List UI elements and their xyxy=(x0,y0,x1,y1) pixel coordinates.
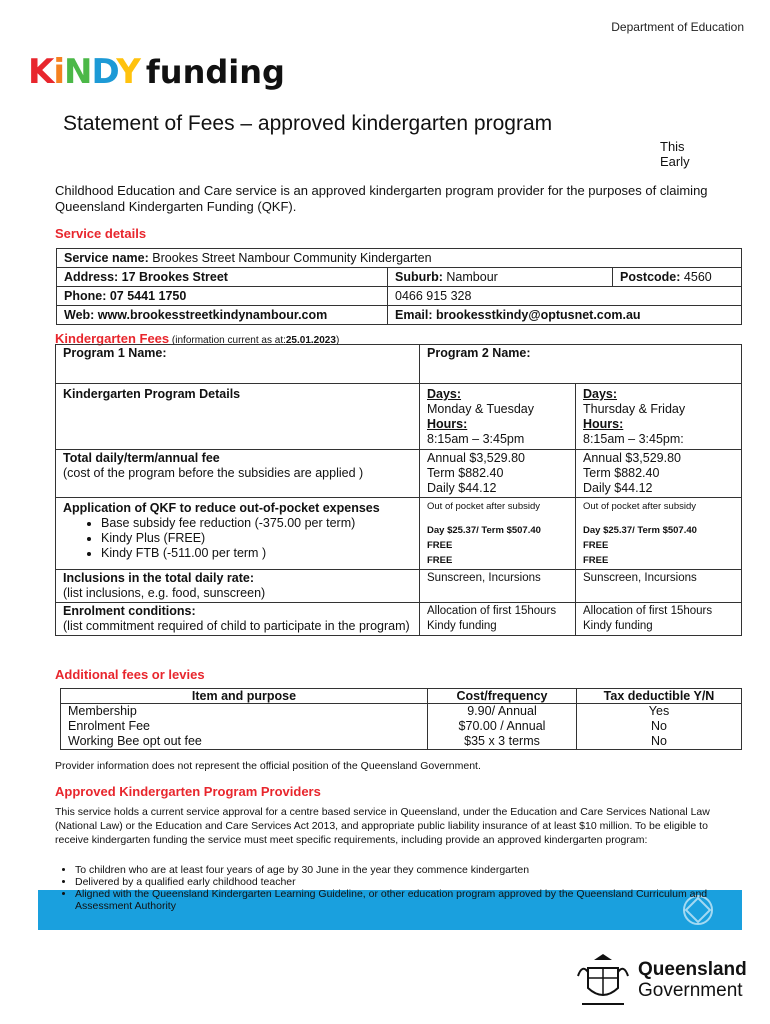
hours-label: Hours: xyxy=(583,417,624,431)
oop-label: Out of pocket after subsidy xyxy=(583,501,697,512)
hours-value: 8:15am – 3:45pm: xyxy=(583,432,684,446)
service-details-table xyxy=(56,248,742,325)
additional-fees-heading: Additional fees or levies xyxy=(55,667,205,682)
hours-value: 8:15am – 3:45pm xyxy=(427,432,525,446)
annual-fee: Annual $3,529.80 xyxy=(427,451,526,465)
program2-inclusions: Sunscreen, Incursions xyxy=(576,570,742,603)
days-value: Monday & Tuesday xyxy=(427,402,535,416)
label: Total daily/term/annual fee xyxy=(63,451,220,465)
info-date: 25.01.2023 xyxy=(285,335,336,346)
cell-item: Working Bee opt out fee xyxy=(61,734,428,750)
kindy-funding-logo xyxy=(28,52,285,92)
cell-cost: $70.00 / Annual xyxy=(428,719,577,734)
label: Suburb: xyxy=(395,270,443,284)
label: Enrolment conditions: xyxy=(63,604,196,618)
approved-providers-text: This service holds a current service approval for a centre based service in Queensland, under the Education and Care Services National Law (National Law) or the Education and Care Services Act 2013, and appropriate public liability insurance of at least $10 million. To be eligible to receive kindergarten funding the service must meet specific requirements, including provide an approved kindergarten program: xyxy=(55,806,710,846)
page-title: Statement of Fees – approved kindergarten program xyxy=(63,112,553,135)
sublabel: (cost of the program before the subsidies are applied ) xyxy=(63,466,364,480)
logo-letter: K xyxy=(28,52,54,92)
term-fee: Term $882.40 xyxy=(427,466,504,480)
qkf-list xyxy=(63,516,412,561)
program2-name: Program 2 Name: xyxy=(420,345,742,384)
email-link[interactable]: Email: brookesstkindy@optusnet.com.au xyxy=(388,306,742,325)
program2-enrolment: Allocation of first 15hours Kindy funding xyxy=(576,603,742,636)
column-header: Item and purpose xyxy=(61,689,428,704)
program1-enrolment: Allocation of first 15hours Kindy funding xyxy=(420,603,576,636)
column-header: Cost/frequency xyxy=(428,689,577,704)
intro-text: Childhood Education and Care service is an approved kindergarten program provider for the purposes of claiming Queensland Kindergarten Funding (QKF). xyxy=(55,183,708,214)
postcode-cell xyxy=(613,268,742,287)
list-item: • Aligned with the Queensland Kindergarten Learning Guideline, or other education program approved by the Queensland Curriculum and Assessment Authority xyxy=(75,888,755,912)
qkf-label xyxy=(56,498,420,570)
department-label: Department of Education xyxy=(611,20,744,34)
list-item: • Kindy FTB (-511.00 per term ) xyxy=(101,546,412,561)
daily-fee: Daily $44.12 xyxy=(583,481,653,495)
info-text: ) xyxy=(335,335,340,346)
free-value: FREE xyxy=(583,540,609,551)
value: 4560 xyxy=(680,270,712,284)
program1-name: Program 1 Name: xyxy=(56,345,420,384)
program2-fees xyxy=(576,450,742,498)
info-text: (information current as at: xyxy=(169,335,286,346)
days-label: Days: xyxy=(427,387,462,401)
table-row xyxy=(61,719,742,734)
cell-item: Membership xyxy=(61,704,428,720)
enrolment-label xyxy=(56,603,420,636)
list-item: • Base subsidy fee reduction (-375.00 per term) xyxy=(101,516,412,531)
label: Application of QKF to reduce out-of-pocket expenses xyxy=(63,501,380,515)
label: Inclusions in the total daily rate: xyxy=(63,571,255,585)
label: Postcode: xyxy=(620,270,681,284)
annual-fee: Annual $3,529.80 xyxy=(583,451,682,465)
program-details-label: Kindergarten Program Details xyxy=(56,384,420,450)
term-fee: Term $882.40 xyxy=(583,466,660,480)
table-row xyxy=(61,704,742,720)
total-fee-label xyxy=(56,450,420,498)
days-label: Days: xyxy=(583,387,618,401)
heading-text: Kindergarten Fees xyxy=(55,331,170,346)
cell-tax: No xyxy=(577,734,742,750)
phone-cell: Phone: 07 5441 1750 xyxy=(57,287,388,306)
logo-letter: N xyxy=(64,52,92,92)
approved-providers-list xyxy=(55,864,755,912)
free-value: FREE xyxy=(427,555,453,566)
oop-label: Out of pocket after subsidy xyxy=(427,501,541,512)
address-cell: Address: 17 Brookes Street xyxy=(57,268,388,287)
program2-schedule xyxy=(576,384,742,450)
cell-cost: 9.90/ Annual xyxy=(428,704,577,720)
cell-item: Enrolment Fee xyxy=(61,719,428,734)
sublabel: (list commitment required of child to participate in the program) xyxy=(63,619,410,633)
list-item: • To children who are at least four years of age by 30 June in the year they commence kindergarten xyxy=(75,864,755,876)
program2-oop xyxy=(576,498,742,570)
qgov-line2: Government xyxy=(638,980,743,1001)
list-item: • Kindy Plus (FREE) xyxy=(101,531,412,546)
additional-fees-table xyxy=(60,688,742,750)
column-header: Tax deductible Y/N xyxy=(577,689,742,704)
free-value: FREE xyxy=(583,555,609,566)
qgov-wordmark xyxy=(638,959,747,1001)
hours-label: Hours: xyxy=(427,417,468,431)
queensland-government-logo xyxy=(574,950,747,1010)
logo-letter: i xyxy=(53,52,65,92)
intro-fragment xyxy=(660,139,690,169)
service-name-cell xyxy=(57,249,742,268)
program1-inclusions: Sunscreen, Incursions xyxy=(420,570,576,603)
value: Nambour xyxy=(442,270,498,284)
oop-value: Day $25.37/ Term $507.40 xyxy=(583,525,697,536)
web-link[interactable]: Web: www.brookesstreetkindynambour.com xyxy=(57,306,388,325)
free-value: FREE xyxy=(427,540,453,551)
label: Service name: xyxy=(64,251,149,265)
intro-fragment-line: Early xyxy=(660,154,690,169)
logo-letter: Y xyxy=(116,52,140,92)
cell-cost: $35 x 3 terms xyxy=(428,734,577,750)
program1-schedule xyxy=(420,384,576,450)
phone2-cell: 0466 915 328 xyxy=(388,287,742,306)
list-item: • Delivered by a qualified early childhood teacher xyxy=(75,876,755,888)
approved-providers-heading: Approved Kindergarten Program Providers xyxy=(55,784,321,799)
logo-letter: D xyxy=(91,52,117,92)
kindy-fees-table xyxy=(55,344,742,636)
oop-value: Day $25.37/ Term $507.40 xyxy=(427,525,541,536)
logo-word: funding xyxy=(145,53,285,91)
intro-fragment-line: This xyxy=(660,139,685,154)
daily-fee: Daily $44.12 xyxy=(427,481,497,495)
coat-of-arms-icon xyxy=(574,950,632,1010)
value: Brookes Street Nambour Community Kindergarten xyxy=(148,251,432,265)
suburb-cell xyxy=(388,268,613,287)
program1-oop xyxy=(420,498,576,570)
provider-note: Provider information does not represent the official position of the Queensland Government. xyxy=(55,760,481,772)
cell-tax: Yes xyxy=(577,704,742,720)
table-row xyxy=(61,734,742,750)
sublabel: (list inclusions, e.g. food, sunscreen) xyxy=(63,586,266,600)
cell-tax: No xyxy=(577,719,742,734)
qgov-line1: Queensland xyxy=(638,959,747,980)
service-details-heading: Service details xyxy=(55,226,147,241)
program1-fees xyxy=(420,450,576,498)
inclusions-label xyxy=(56,570,420,603)
days-value: Thursday & Friday xyxy=(583,402,686,416)
